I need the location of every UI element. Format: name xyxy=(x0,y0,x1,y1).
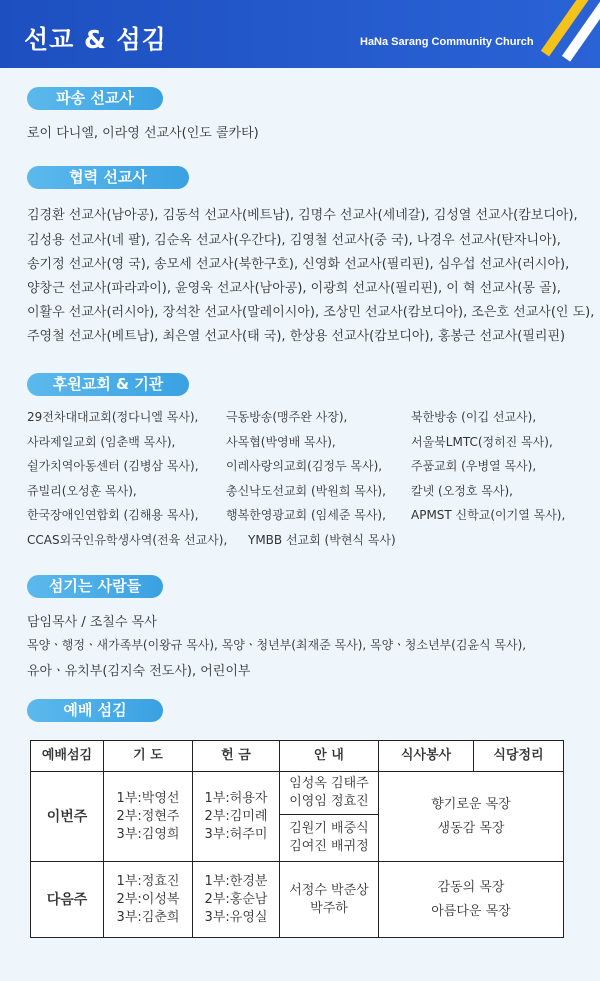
offering-name: 2부:홍순남 xyxy=(204,891,268,907)
partner-line: 주영철 선교사(베트남), 최은열 선교사(태 국), 한상용 선교사(캄보디아), 홍봉근 선교사(필리핀) xyxy=(27,329,566,344)
supporter-item: 한국장애인연합회 (김해용 목사), xyxy=(27,508,199,522)
supporter-item: 극동방송(맹주완 사장), xyxy=(226,410,348,424)
header-cell: 기 도 xyxy=(104,741,193,772)
prayer-name: 3부:김춘희 xyxy=(116,909,180,925)
offering-name: 3부:허주미 xyxy=(204,826,268,842)
section-title-worship: 예배 섬김 xyxy=(27,699,163,722)
header-cell: 식사봉사 xyxy=(379,741,474,772)
guide-cell xyxy=(280,815,379,862)
church-name: HaNa Sarang Community Church xyxy=(360,36,534,48)
row-label-this-week: 이번주 xyxy=(31,772,104,862)
supporter-item: 북한방송 (이깁 선교사), xyxy=(411,410,537,424)
guide-names: 임성옥 김태주 xyxy=(289,776,369,791)
prayer-cell xyxy=(104,772,193,862)
guide-cell xyxy=(280,862,379,938)
supporter-item: APMST 신학교(이기열 목사), xyxy=(411,508,566,522)
table-row xyxy=(31,862,564,938)
supporter-item: YMBB 선교회 (박현식 목사) xyxy=(248,533,396,547)
prayer-name: 1부:박영선 xyxy=(116,790,180,806)
section-title-servants: 섬기는 사람들 xyxy=(27,575,163,598)
header-cell: 안 내 xyxy=(280,741,379,772)
offering-cell xyxy=(193,772,280,862)
section-title-supporters: 후원교회 & 기관 xyxy=(27,373,189,396)
meal-cell xyxy=(379,862,564,938)
sent-missionary-line: 로이 다니엘, 이라영 선교사(인도 콜카타) xyxy=(27,126,259,141)
supporter-item: 사목협(박영배 목사), xyxy=(226,435,336,449)
supporter-item: CCAS외국인유학생사역(전육 선교사), xyxy=(27,533,228,547)
prayer-name: 2부:정현주 xyxy=(116,808,180,824)
prayer-cell xyxy=(104,862,193,938)
guide-names: 김여진 배귀정 xyxy=(289,839,369,854)
supporter-item: 총신낙도선교회 (박원희 목사), xyxy=(226,484,386,498)
header-cell: 헌 금 xyxy=(193,741,280,772)
meal-cell xyxy=(379,772,564,862)
prayer-name: 1부:정효진 xyxy=(116,873,180,889)
partner-line: 이활우 선교사(러시아), 장석찬 선교사(말레이시아), 조상민 선교사(캄보디아), 조은호 선교사(인 도), xyxy=(27,305,595,320)
meal-group: 아름다운 목장 xyxy=(431,903,511,919)
partner-line: 송기정 선교사(영 국), 송모세 선교사(북한구호), 신영화 선교사(필리핀), 심우섭 선교사(러시아), xyxy=(27,257,570,272)
servant-line: 목양ㆍ행정ㆍ새가족부(이왕규 목사), 목양ㆍ청년부(최재준 목사), 목양ㆍ청소년부(김윤식 목사), xyxy=(27,638,527,652)
supporter-item: 이레사랑의교회(김정두 목사), xyxy=(226,459,383,473)
supporter-item: 29전차대대교회(정다니엘 목사), xyxy=(27,410,199,424)
header-cell: 식당정리 xyxy=(474,741,564,772)
guide-names: 이영임 정효진 xyxy=(289,794,369,809)
servant-line: 유아ㆍ유치부(김지숙 전도사), 어린이부 xyxy=(27,664,251,679)
row-label-next-week: 다음주 xyxy=(31,862,104,938)
offering-name: 1부:허용자 xyxy=(204,790,268,806)
supporter-item: 사라제일교회 (임춘백 목사), xyxy=(27,435,176,449)
supporter-item: 칼넷 (오정호 목사), xyxy=(411,484,513,498)
supporter-item: 행복한영광교회 (임세준 목사), xyxy=(226,508,386,522)
page-header xyxy=(0,0,600,68)
offering-name: 3부:유영실 xyxy=(204,909,268,925)
guide-names: 서정수 박준상 xyxy=(289,882,369,898)
supporter-item: 주품교회 (우병열 목사), xyxy=(411,459,537,473)
partner-line: 김경환 선교사(남아공), 김동석 선교사(베트남), 김명수 선교사(세네갈), 김성열 선교사(캄보디아), xyxy=(27,208,578,223)
supporter-item: 서울북LMTC(정히진 목사), xyxy=(411,435,553,449)
supporter-item: 쉴가치역아동센터 (김병삼 목사), xyxy=(27,459,199,473)
section-title-partner-missionaries: 협력 선교사 xyxy=(27,166,189,189)
meal-group: 감동의 목장 xyxy=(437,879,505,895)
page-title: 선교 & 섬김 xyxy=(24,25,167,54)
partner-line: 양창근 선교사(파라과이), 윤영욱 선교사(남아공), 이광희 선교사(필리핀), 이 혁 선교사(몽 골), xyxy=(27,281,561,296)
supporter-item: 쥬빌리(오성훈 목사), xyxy=(27,484,137,498)
guide-names: 박주하 xyxy=(310,900,348,916)
meal-group: 생동감 목장 xyxy=(437,820,505,836)
guide-cell xyxy=(280,772,379,815)
offering-name: 1부:한경분 xyxy=(204,873,268,889)
servant-line: 담임목사 / 조칠수 목사 xyxy=(27,615,157,630)
table-row xyxy=(31,772,564,815)
prayer-name: 2부:이성복 xyxy=(116,891,180,907)
offering-name: 2부:김미례 xyxy=(204,808,268,824)
table-header-row xyxy=(31,741,564,772)
header-cell: 예배섬김 xyxy=(31,741,104,772)
guide-names: 김원기 배중식 xyxy=(289,821,369,836)
worship-service-table xyxy=(30,740,564,938)
meal-group: 향기로운 목장 xyxy=(431,796,511,812)
partner-line: 김성용 선교사(네 팔), 김순옥 선교사(우간다), 김영철 선교사(중 국), 나경우 선교사(탄자니아), xyxy=(27,233,561,248)
section-title-sent-missionaries: 파송 선교사 xyxy=(27,87,163,110)
prayer-name: 3부:김영희 xyxy=(116,826,180,842)
offering-cell xyxy=(193,862,280,938)
